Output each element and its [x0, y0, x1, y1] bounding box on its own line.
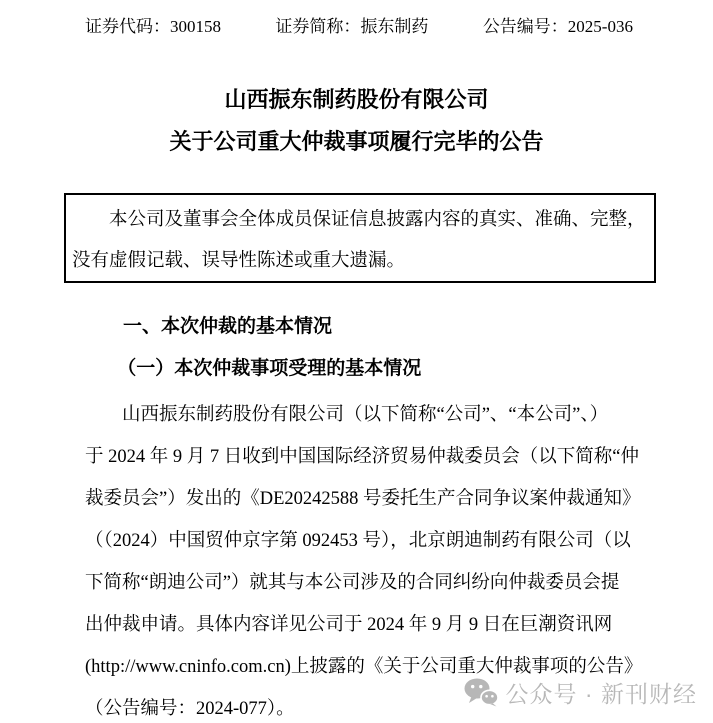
paragraph-line: 于 2024 年 9 月 7 日收到中国国际经济贸易仲裁委员会（以下简称“仲	[85, 447, 639, 467]
watermark-text: 公众号 · 新刊财经	[505, 681, 697, 707]
body-paragraph	[85, 394, 643, 723]
section-heading-1: 一、本次仲裁的基本情况	[123, 316, 333, 337]
paragraph-line: 下简称“朗迪公司”）就其与本公司涉及的合同纠纷向仲裁委员会提	[85, 573, 620, 593]
document-header	[85, 15, 633, 39]
paragraph-line: 出仲裁申请。具体内容详见公司于 2024 年 9 月 9 日在巨潮资讯网	[85, 615, 613, 635]
wechat-icon	[464, 678, 498, 707]
disclaimer-line: 没有虚假记载、误导性陈述或重大遗漏。	[72, 251, 406, 271]
subsection-heading-1: （一）本次仲裁事项受理的基本情况	[117, 358, 422, 379]
paragraph-line: (http://www.cninfo.com.cn)上披露的《关于公司重大仲裁事项的公告》	[85, 657, 643, 677]
paragraph-line: （（2024）中国贸仲京字第 092453 号），北京朗迪制药有限公司（以	[85, 531, 631, 551]
watermark	[464, 676, 697, 709]
document-title-line-2: 关于公司重大仲裁事项履行完毕的公告	[169, 129, 544, 154]
stock-short-name: 证券简称：振东制药	[275, 17, 429, 36]
disclaimer-line: 本公司及董事会全体成员保证信息披露内容的真实、准确、完整，	[109, 210, 646, 230]
paragraph-line: （公告编号：2024-077）。	[85, 699, 295, 719]
disclaimer-box	[64, 193, 656, 283]
paragraph-line: 裁委员会”）发出的《DE20242588 号委托生产合同争议案仲裁通知》	[85, 489, 641, 509]
paragraph-line: 山西振东制药股份有限公司（以下简称“公司”、“本公司”、）	[122, 405, 609, 425]
document-title-line-1: 山西振东制药股份有限公司	[224, 87, 489, 112]
announcement-number: 公告编号：2025-036	[482, 17, 633, 36]
stock-code: 证券代码：300158	[85, 17, 221, 36]
